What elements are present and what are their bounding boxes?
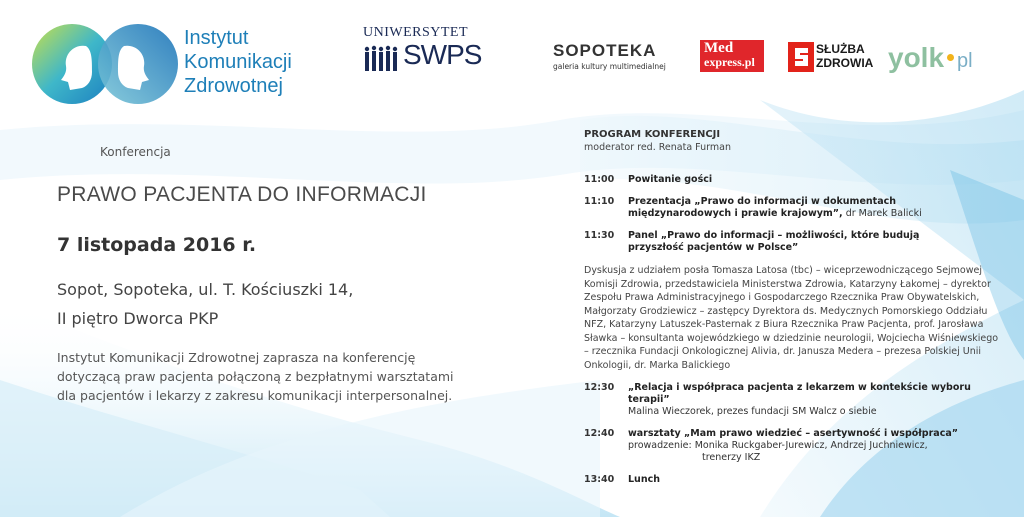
event-intro-line-1: Instytut Komunikacji Zdrowotnej zaprasza na konferencję [57, 350, 416, 365]
sluzba-zdrowia-line-2: ZDROWIA [816, 56, 874, 70]
people-silhouettes-icon [363, 43, 403, 73]
discussion-line: Dyskusja z udziałem posła Tomasza Latosa (tbc) – wiceprzewodniczącego Sejmowej [584, 265, 982, 276]
program-item-desc [628, 382, 1014, 418]
program-item-title: Powitanie gości [628, 174, 713, 185]
program-item-desc [628, 428, 1014, 464]
program-item-time: 13:40 [584, 474, 615, 485]
program-item-time: 11:00 [584, 174, 615, 185]
program-item-desc [628, 174, 1014, 186]
program-item-title-line-2: przyszłość pacjentów w Polsce” [628, 242, 799, 253]
program-item-detail-line-1: prowadzenie: Monika Ruckgaber-Jurewicz, Andrzej Juchniewicz, [628, 440, 928, 451]
sluzba-zdrowia-name [816, 42, 873, 70]
discussion-line: Sławka – konsultanta wojewódzkiego w dziedzinie neurologii, Wojciecha Wiśniewskiego [584, 332, 999, 344]
medexpress-line-2: express.pl [704, 55, 755, 69]
sluzba-zdrowia-mark-icon [788, 42, 814, 72]
program-heading: PROGRAM KONFERENCJI [584, 129, 721, 140]
discussion-line: – rzecznika Fundacji Onkologicznej Alivia, dr. Janusza Medera – prezesa Polskiej Unii [584, 346, 982, 357]
discussion-line: Onkologii, dr. Marka Balickiego [584, 359, 731, 371]
ikz-name-line-1: Instytut [184, 27, 249, 49]
program-moderator: moderator red. Renata Furman [584, 142, 731, 153]
sopoteka-name: SOPOTEKA [553, 41, 657, 60]
program-item-title: Lunch [628, 474, 660, 485]
program-item-time: 11:30 [584, 230, 615, 241]
program-item [584, 174, 1014, 186]
program-section [584, 128, 1014, 496]
event-kicker: Konferencja [100, 145, 171, 159]
program-item [584, 230, 1014, 254]
discussion-line: NFZ, Katarzyny Latuszek-Pasternak z Biura Rzecznika Praw Pacjenta, prof. Jarosława [584, 319, 984, 330]
swps-logo [363, 25, 482, 75]
program-item [584, 196, 1014, 220]
program-item-desc [628, 230, 1014, 254]
program-item-time: 12:40 [584, 428, 615, 439]
ikz-name-line-3: Zdrowotnej [184, 75, 283, 97]
swps-main-label: SWPS [403, 39, 482, 70]
program-item-title: „Relacja i współpraca pacjenta z lekarzem w kontekście wyboru terapii” [628, 382, 971, 405]
yolk-logo [888, 42, 998, 78]
yolk-tld: pl [957, 50, 973, 72]
program-item [584, 382, 1014, 418]
program-item-detail: Malina Wieczorek, prezes fundacji SM Walcz o siebie [628, 406, 877, 417]
event-intro-line-3: dla pacjentów i lekarzy z zakresu komunikacji interpersonalnej. [57, 388, 453, 403]
event-intro [57, 348, 497, 405]
program-item-desc [628, 196, 1014, 220]
ikz-name-line-2: Komunikacji [184, 51, 292, 73]
event-place-line-1: Sopot, Sopoteka, ul. T. Kościuszki 14, [57, 280, 354, 299]
program-item-title-line-2: międzynarodowych i prawie krajowym”, [628, 208, 843, 219]
event-place-line-2: II piętro Dworca PKP [57, 309, 219, 328]
medexpress-line-1: Med [704, 40, 734, 56]
swps-top-label: UNIWERSYTET [363, 25, 469, 40]
event-place [57, 275, 353, 333]
program-item-desc [628, 474, 1014, 486]
program-item-time: 11:10 [584, 196, 615, 207]
yolk-dot-icon [947, 54, 954, 61]
discussion-line: Małgorzaty Grodziewicz – zastępcy Dyrektora ds. Medycznych Pomorskiego Oddziału [584, 305, 988, 317]
discussion-line: Komisji Zdrowia, przedstawiciela Ministerstwa Zdrowia, Katarzyny Łakomej – dyrektor [584, 278, 991, 290]
program-item-speaker: dr Marek Balicki [842, 208, 922, 219]
ikz-heads-icon [30, 22, 180, 106]
panel-discussion-description [584, 264, 1014, 372]
sopoteka-subtitle: galeria kultury multimedialnej [553, 62, 666, 71]
program-item-title: warsztaty „Mam prawo wiedzieć – asertywność i współpraca” [628, 428, 958, 439]
sluzba-zdrowia-logo [788, 42, 874, 76]
program-item [584, 428, 1014, 464]
sopoteka-logo [553, 42, 683, 76]
event-date: 7 listopada 2016 r. [57, 234, 257, 256]
sluzba-zdrowia-line-1: SŁUŻBA [816, 42, 865, 56]
program-item-time: 12:30 [584, 382, 615, 393]
program-item-detail-line-2: trenerzy IKZ [702, 452, 761, 463]
ikz-name [184, 26, 292, 98]
yolk-name: yolk [888, 42, 945, 73]
discussion-line: Zespołu Prawa Administracyjnego i Gospodarczego Rzecznika Praw Obywatelskich, [584, 292, 980, 303]
event-intro-line-2: dotyczącą praw pacjenta połączoną z bezpłatnymi warsztatami [57, 369, 454, 384]
program-item-title-line-1: Panel „Prawo do informacji – możliwości, które budują [628, 230, 920, 241]
ikz-logo [30, 22, 330, 112]
program-item-title-line-1: Prezentacja „Prawo do informacji w dokumentach [628, 196, 896, 207]
event-title: PRAWO PACJENTA DO INFORMACJI [57, 183, 427, 206]
medexpress-logo [700, 40, 764, 72]
program-item [584, 474, 1014, 486]
